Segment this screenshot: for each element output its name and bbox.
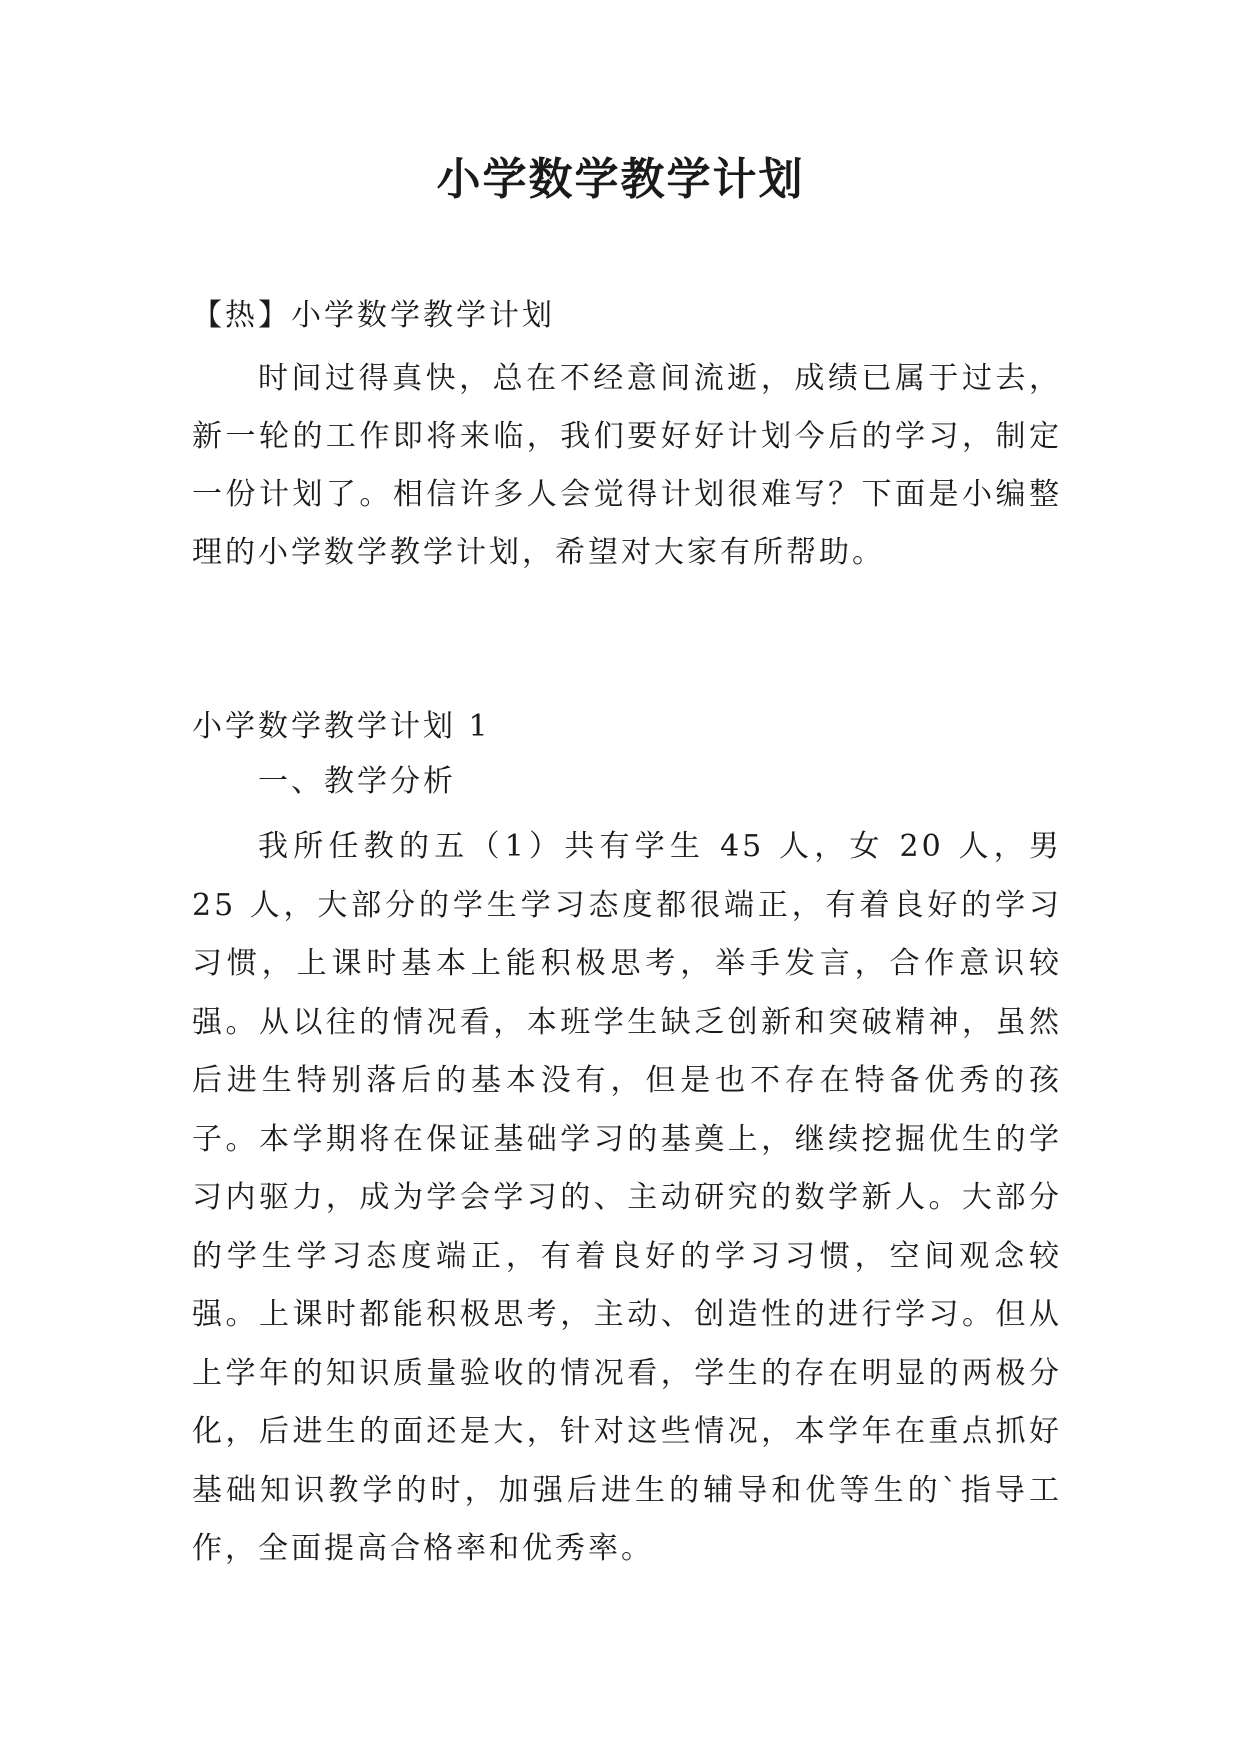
section-title: 小学数学教学计划 1 <box>192 709 491 744</box>
section-subheading: 一、教学分析 <box>258 764 456 799</box>
intro-paragraph: 时间过得真快，总在不经意间流逝，成绩已属于过去，新一轮的工作即将来临，我们要好好计划今后的学习，制定一份计划了。相信许多人会觉得计划很难写？下面是小编整理的小学数学教学计划，希望对大家有所帮助。 <box>192 361 1062 570</box>
analysis-paragraph: 我所任教的五（1）共有学生 45 人，女 20 人，男 25 人，大部分的学生学习态度都很端正，有着良好的学习习惯，上课时基本上能积极思考，举手发言，合作意识较强。从以往的情况看，本班学生缺乏创新和突破精神，虽然后进生特别落后的基本没有，但是也不存在特备优秀的孩子。本学期将在保证基础学习的基奠上，继续挖掘优生的学习内驱力，成为学会学习的、主动研究的数学新人。大部分的学生学习态度端正，有着良好的学习习惯，空间观念较强。上课时都能积极思考，主动、创造性的进行学习。但从上学年的知识质量验收的情况看，学生的存在明显的两极分化，后进生的面还是大，针对这些情况，本学年在重点抓好基础知识教学的时，加强后进生的辅导和优等生的`指导工作，全面提高合格率和优秀率。 <box>192 829 1062 1566</box>
intro-heading: 【热】小学数学教学计划 <box>192 298 555 333</box>
document-title: 小学数学教学计划 <box>436 154 805 205</box>
